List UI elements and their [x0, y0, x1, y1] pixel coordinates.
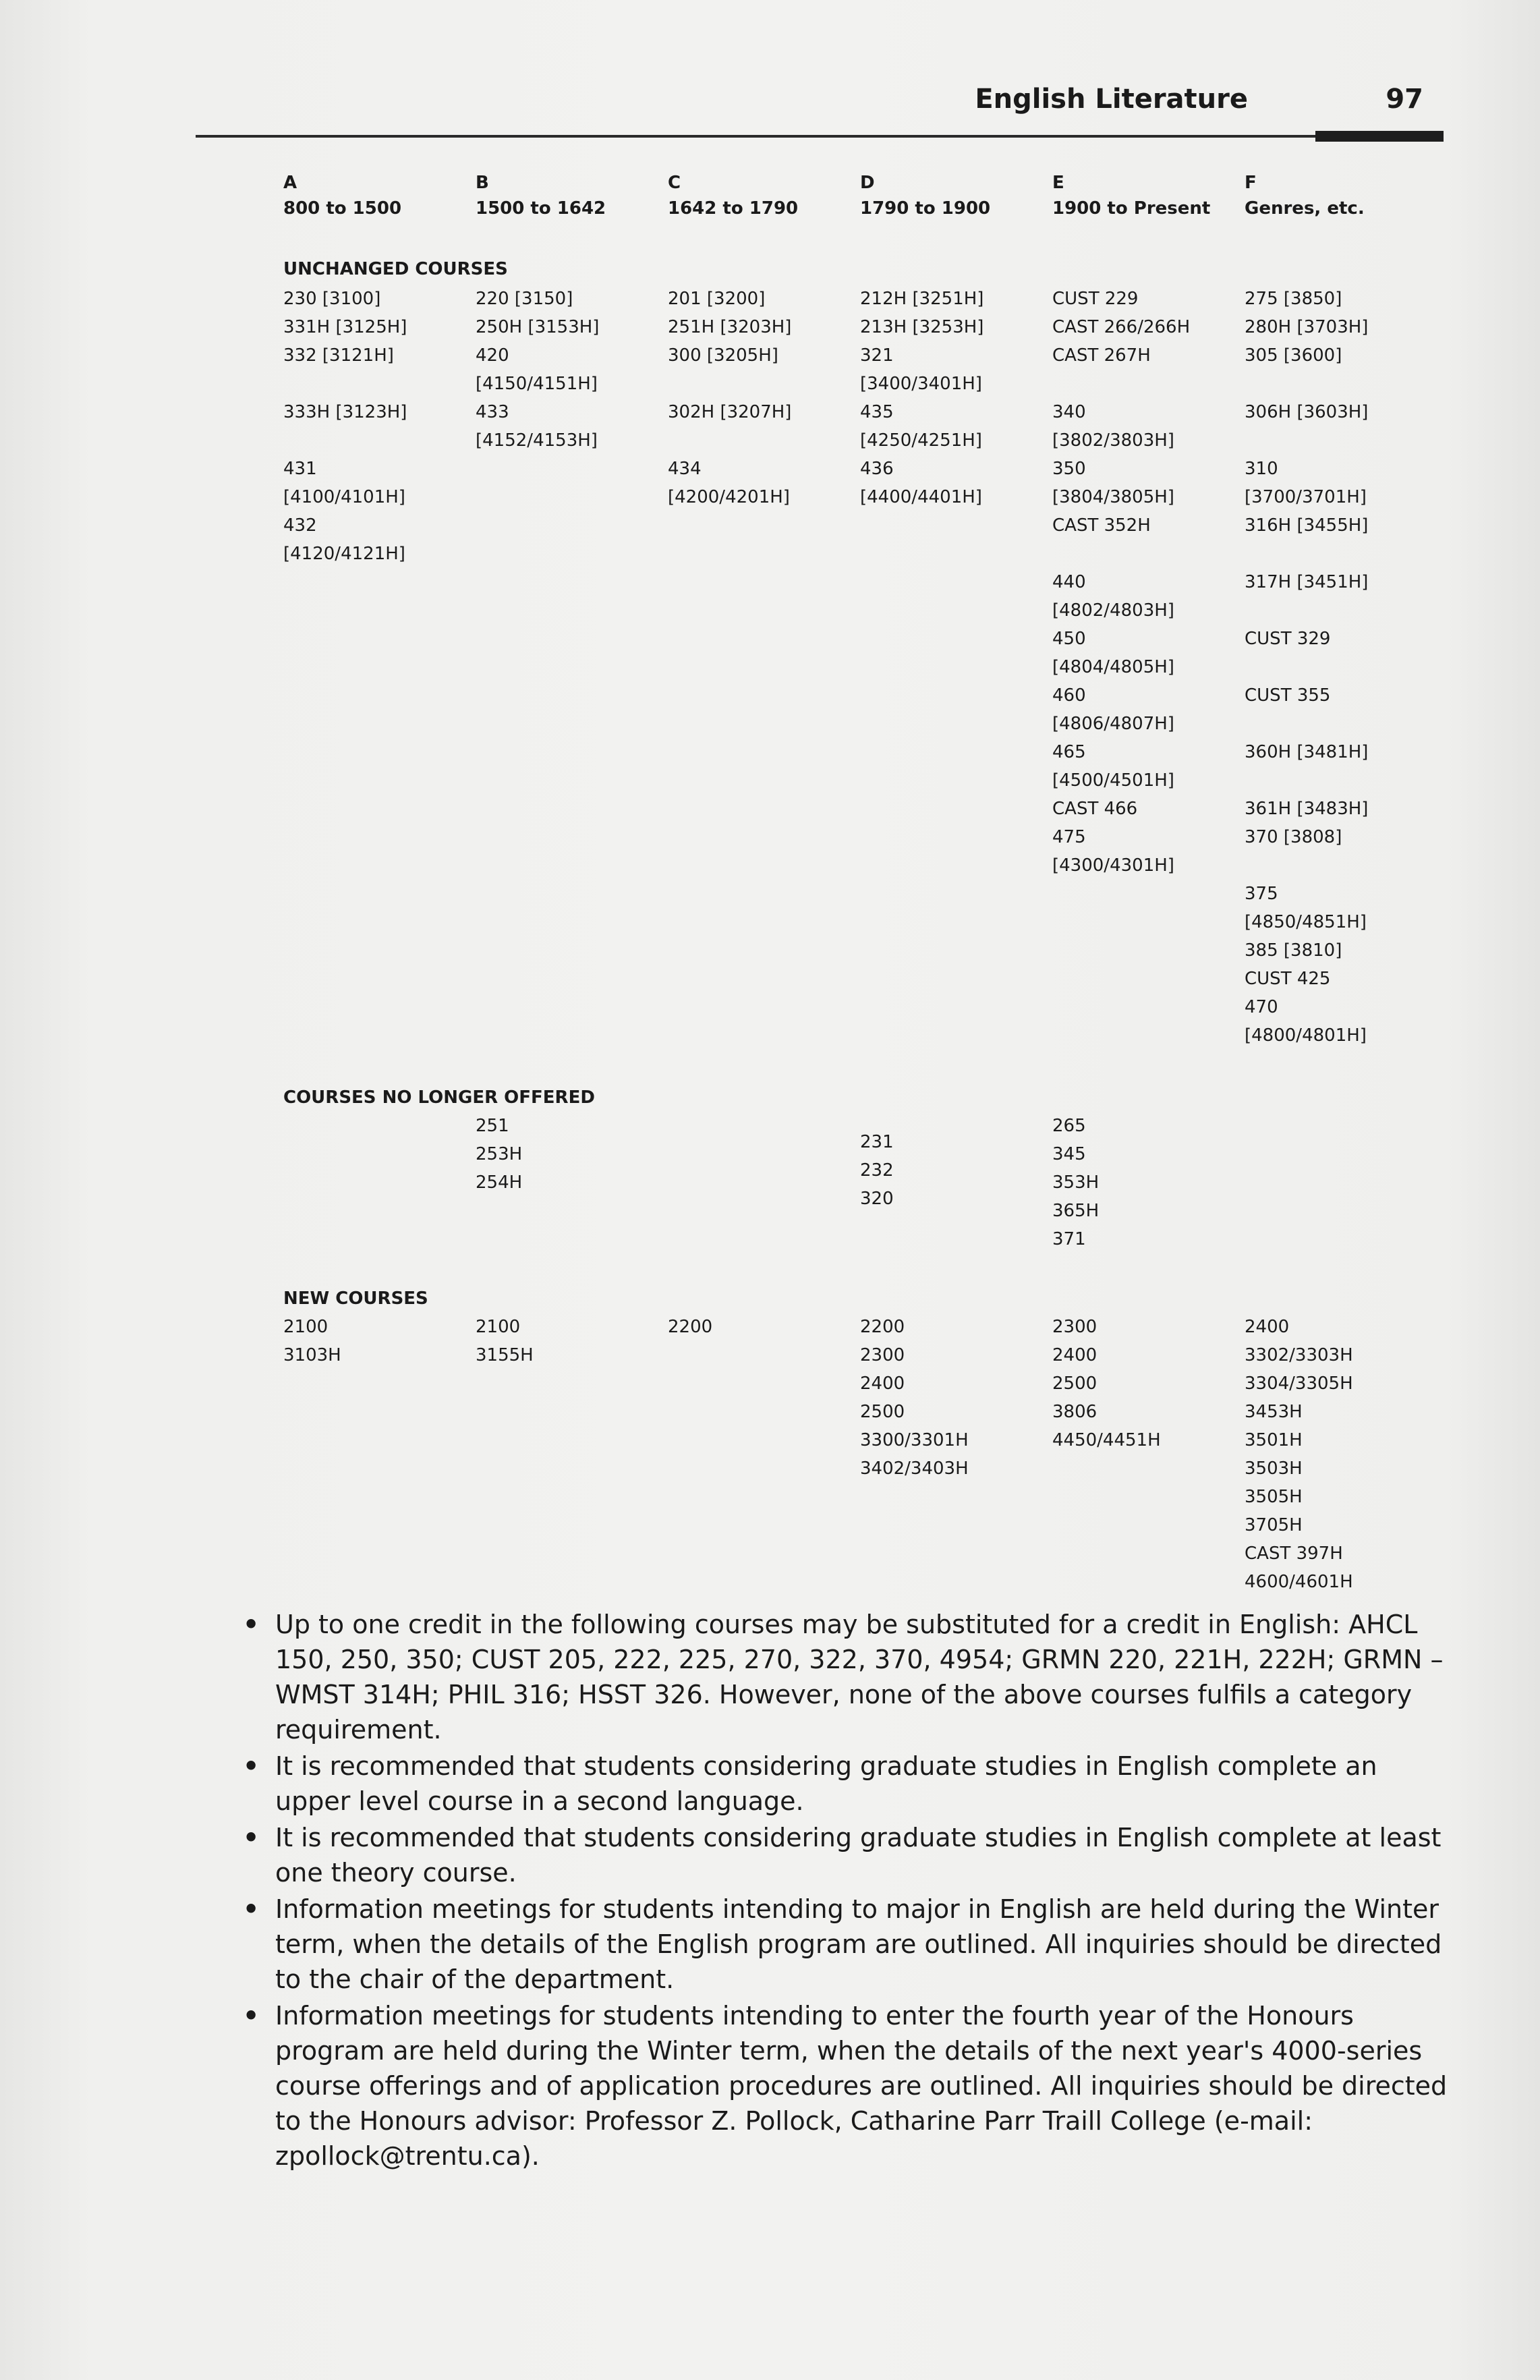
course-code: [4800/4801H] [1245, 1025, 1367, 1046]
column-era: 800 to 1500 [283, 198, 402, 219]
course-code: 4600/4601H [1245, 1572, 1353, 1592]
course-code: 251 [476, 1116, 509, 1136]
course-code: [4400/4401H] [860, 487, 982, 507]
course-code: 321 [860, 345, 894, 366]
unchanged-courses-label: UNCHANGED COURSES [283, 259, 508, 279]
course-code: 460 [1052, 685, 1086, 706]
course-code: 213H [3253H] [860, 317, 984, 337]
unchanged-column-f [1245, 285, 1433, 1050]
course-code: 3505H [1245, 1487, 1303, 1507]
course-code: 434 [668, 459, 702, 479]
course-code: 231 [860, 1132, 894, 1152]
course-code: 2200 [668, 1317, 713, 1337]
note-theory-course: • It is recommended that students considering graduate studies in English complete at least one theory course. [243, 1820, 1450, 1890]
course-code [283, 370, 472, 398]
course-code: 3453H [1245, 1402, 1303, 1422]
course-code: [3804/3805H] [1052, 487, 1174, 507]
course-code: [4100/4101H] [283, 487, 405, 507]
note-major-meetings: • Information meetings for students intending to major in English are held during the Winter term, when the details of the English program are outlined. All inquiries should be directed to the chair of the department. [243, 1892, 1450, 1997]
course-equivalency-table [283, 170, 1444, 1592]
course-code: 465 [1052, 742, 1086, 762]
course-code: 433 [476, 402, 509, 422]
course-code: 265 [1052, 1116, 1086, 1136]
unchanged-column-a [283, 285, 472, 568]
course-code: CAST 267H [1052, 345, 1151, 366]
new-column-e [1052, 1313, 1241, 1454]
notes-list [243, 1607, 1450, 2175]
course-code: 2400 [1052, 1345, 1097, 1365]
course-code: 361H [3483H] [1245, 799, 1369, 819]
course-code: 371 [1052, 1229, 1086, 1249]
course-code: 253H [476, 1144, 523, 1164]
column-era: Genres, etc. [1245, 198, 1365, 219]
course-code: 3302/3303H [1245, 1345, 1353, 1365]
course-code: 375 [1245, 884, 1278, 904]
course-code [1245, 370, 1433, 398]
unchanged-column-c [668, 285, 857, 511]
course-code: 436 [860, 459, 894, 479]
course-code: [4850/4851H] [1245, 912, 1367, 932]
course-code: 2500 [860, 1402, 905, 1422]
course-code: 2100 [476, 1317, 521, 1337]
course-code [1052, 370, 1241, 398]
course-code: 2300 [860, 1345, 905, 1365]
course-code: 230 [3100] [283, 289, 381, 309]
new-column-b [476, 1313, 664, 1369]
course-code: 470 [1245, 997, 1278, 1017]
course-code: 2300 [1052, 1317, 1097, 1337]
course-code: CAST 397H [1245, 1543, 1343, 1564]
course-code: [4802/4803H] [1052, 600, 1174, 621]
course-code: [4804/4805H] [1052, 657, 1174, 677]
column-letter: B [476, 173, 489, 193]
new-courses-label: NEW COURSES [283, 1288, 428, 1309]
unchanged-column-e [1052, 285, 1241, 880]
course-code: 201 [3200] [668, 289, 766, 309]
course-code: 251H [3203H] [668, 317, 792, 337]
column-letter: D [860, 173, 875, 193]
course-code: [3400/3401H] [860, 374, 982, 394]
course-code: 3806 [1052, 1402, 1097, 1422]
course-code: [4806/4807H] [1052, 714, 1174, 734]
course-code [1245, 766, 1433, 795]
section-title: English Literature [975, 84, 1248, 115]
new-column-c [668, 1313, 857, 1341]
course-code: [4300/4301H] [1052, 855, 1174, 876]
course-code: 254H [476, 1172, 523, 1193]
course-code: [4152/4153H] [476, 430, 598, 451]
course-code: [4200/4201H] [668, 487, 790, 507]
course-code: 450 [1052, 629, 1086, 649]
column-heading-b [476, 170, 606, 221]
new-column-a [283, 1313, 472, 1369]
course-code: 2200 [860, 1317, 905, 1337]
course-code: [4500/4501H] [1052, 770, 1174, 791]
course-code: 3300/3301H [860, 1430, 969, 1450]
column-letter: C [668, 173, 681, 193]
new-column-d [860, 1313, 1049, 1483]
course-code: 360H [3481H] [1245, 742, 1369, 762]
course-code [1245, 851, 1433, 880]
course-code: 365H [1052, 1201, 1100, 1221]
column-heading-f [1245, 170, 1365, 221]
page-number: 97 [1386, 84, 1423, 115]
course-code: 3155H [476, 1345, 534, 1365]
course-code: CUST 229 [1052, 289, 1139, 309]
course-code: 2500 [1052, 1373, 1097, 1394]
course-code [668, 370, 857, 398]
course-code: 305 [3600] [1245, 345, 1342, 366]
course-code: 3705H [1245, 1515, 1303, 1535]
course-code: 320 [860, 1189, 894, 1209]
course-code: 435 [860, 402, 894, 422]
course-code: [3802/3803H] [1052, 430, 1174, 451]
column-heading-e [1052, 170, 1210, 221]
course-code: CAST 266/266H [1052, 317, 1191, 337]
course-code: 345 [1052, 1144, 1086, 1164]
course-code: 350 [1052, 459, 1086, 479]
no-longer-column-b [476, 1112, 664, 1197]
course-code: 331H [3125H] [283, 317, 407, 337]
course-code: 432 [283, 515, 317, 536]
course-code: 333H [3123H] [283, 402, 407, 422]
course-code: 332 [3121H] [283, 345, 394, 366]
course-code [1245, 596, 1433, 625]
course-code: CUST 355 [1245, 685, 1331, 706]
column-heading-c [668, 170, 798, 221]
course-code: 475 [1052, 827, 1086, 847]
course-code: [4250/4251H] [860, 430, 982, 451]
column-heading-a [283, 170, 401, 221]
course-code: 275 [3850] [1245, 289, 1342, 309]
course-code: 306H [3603H] [1245, 402, 1369, 422]
course-code: 300 [3205H] [668, 345, 778, 366]
header-rule-accent [1315, 131, 1444, 142]
course-code: 340 [1052, 402, 1086, 422]
course-code: 316H [3455H] [1245, 515, 1369, 536]
course-code: 250H [3153H] [476, 317, 600, 337]
column-letter: E [1052, 173, 1064, 193]
course-code [1245, 540, 1433, 568]
course-code: 3503H [1245, 1458, 1303, 1479]
course-code: CUST 329 [1245, 629, 1331, 649]
unchanged-column-b [476, 285, 664, 455]
column-era: 1900 to Present [1052, 198, 1211, 219]
course-code: 2400 [860, 1373, 905, 1394]
course-code: 232 [860, 1160, 894, 1181]
course-code: 353H [1052, 1172, 1100, 1193]
course-code: CAST 466 [1052, 799, 1138, 819]
unchanged-column-d [860, 285, 1049, 511]
column-era: 1642 to 1790 [668, 198, 799, 219]
course-code: 2100 [283, 1317, 329, 1337]
course-code [283, 426, 472, 455]
course-code: 2400 [1245, 1317, 1290, 1337]
note-honours-meetings: • Information meetings for students intending to enter the fourth year of the Honours program are held during the Winter term, when the details of the next year's 4000-series course offerings and of application procedures are outlined. All inquiries should be directed to the Honours advisor: Professor Z. Pollock, Catharine Parr Traill College (e-mail: zpollock@trentu.ca). [243, 1998, 1450, 2174]
no-longer-column-d [860, 1128, 1049, 1213]
course-code: 3103H [283, 1345, 341, 1365]
course-code: [4120/4121H] [283, 544, 405, 564]
course-code: 3304/3305H [1245, 1373, 1353, 1394]
course-code: 302H [3207H] [668, 402, 792, 422]
course-code: [4150/4151H] [476, 374, 598, 394]
column-letter: F [1245, 173, 1257, 193]
course-code: 440 [1052, 572, 1086, 592]
no-longer-column-e [1052, 1112, 1241, 1253]
page-header [196, 81, 1444, 138]
course-code: CUST 425 [1245, 969, 1331, 989]
column-era: 1790 to 1900 [860, 198, 991, 219]
no-longer-offered-label: COURSES NO LONGER OFFERED [283, 1087, 595, 1108]
course-code: 420 [476, 345, 509, 366]
column-heading-d [860, 170, 990, 221]
course-code: 220 [3150] [476, 289, 573, 309]
course-code [1245, 426, 1433, 455]
course-code: 3402/3403H [860, 1458, 969, 1479]
course-code [1245, 653, 1433, 681]
course-code: 280H [3703H] [1245, 317, 1369, 337]
note-second-language: • It is recommended that students considering graduate studies in English complete an upper level course in a second language. [243, 1749, 1450, 1819]
course-code: 370 [3808] [1245, 827, 1342, 847]
course-code [668, 426, 857, 455]
note-substitution: • Up to one credit in the following courses may be substituted for a credit in English: AHCL 150, 250, 350; CUST 205, 222, 225, 270, 322, 370, 4954; GRMN 220, 221H, 222H; GRMN – WMST 314H; PHIL 316; HSST 326. However, none of the above courses fulfils a category requirement. [243, 1607, 1450, 1747]
course-code: 317H [3451H] [1245, 572, 1369, 592]
course-code: CAST 352H [1052, 515, 1151, 536]
column-era: 1500 to 1642 [476, 198, 606, 219]
course-code: 385 [3810] [1245, 940, 1342, 961]
new-column-f [1245, 1313, 1433, 1596]
course-code [1052, 540, 1241, 568]
course-code: [3700/3701H] [1245, 487, 1367, 507]
course-code [1245, 710, 1433, 738]
course-code: 212H [3251H] [860, 289, 984, 309]
column-letter: A [283, 173, 297, 193]
course-code: 3501H [1245, 1430, 1303, 1450]
course-code: 310 [1245, 459, 1278, 479]
course-code: 4450/4451H [1052, 1430, 1161, 1450]
course-code: 431 [283, 459, 317, 479]
